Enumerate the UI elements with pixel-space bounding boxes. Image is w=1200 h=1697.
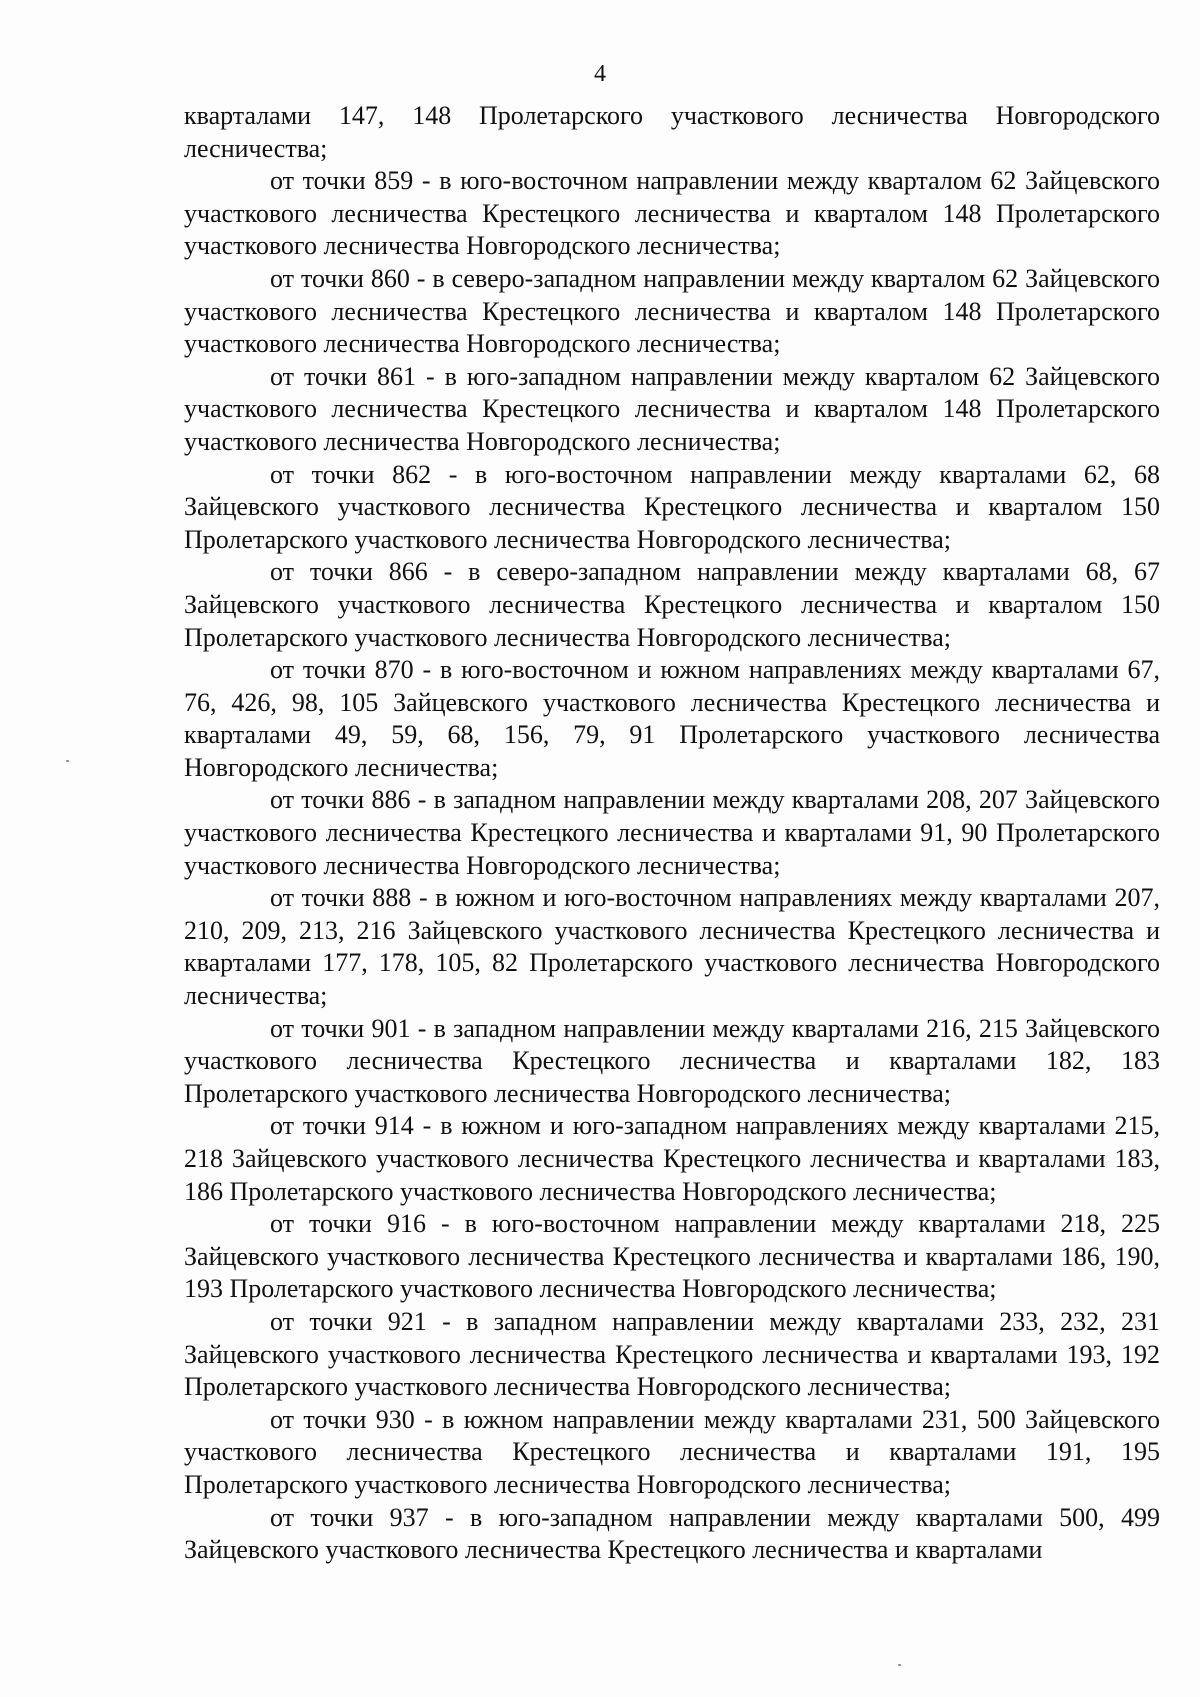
paragraph: от точки 859 - в юго-восточном направлении между кварталом 62 Зайцевского участкового лесничества Крестецкого лесничества и кварталом 148 Пролетарского участкового лесничества Новгородского лесничества;	[184, 166, 1160, 261]
paragraph: от точки 930 - в южном направлении между кварталами 231, 500 Зайцевского участкового лесничества Крестецкого лесничества и кварталами 191, 195 Пролетарского участкового лесничества Новгородского лесничества;	[184, 1404, 1160, 1499]
paragraph: от точки 860 - в северо-западном направлении между кварталом 62 Зайцевского участкового лесничества Крестецкого лесничества и кварталом 148 Пролетарского участкового лесничества Новгородского лесничества;	[184, 263, 1160, 359]
paragraph: от точки 886 - в западном направлении между кварталами 208, 207 Зайцевского участкового лесничества Крестецкого лесничества и кварталами 91, 90 Пролетарского участкового лесничества Новгородского лесничества;	[184, 785, 1160, 880]
paragraph: от точки 901 - в западном направлении между кварталами 216, 215 Зайцевского участкового лесничества Крестецкого лесничества и кварталами 182, 183 Пролетарского участкового лесничества Новгородского лесничества;	[184, 1013, 1160, 1108]
paragraph: от точки 921 - в западном направлении между кварталами 233, 232, 231 Зайцевского участкового лесничества Крестецкого лесничества и кварталами 193, 192 Пролетарского участкового лесничества Новгородского лесничества;	[184, 1306, 1160, 1402]
paragraph: от точки 914 - в южном и юго-западном направлениях между кварталами 215, 218 Зайцевского участкового лесничества Крестецкого лесничества и кварталами 183, 186 Пролетарского участкового лесничества Новгородского лесничества;	[184, 1111, 1160, 1206]
document-body	[184, 100, 1160, 1567]
paragraph: от точки 888 - в южном и юго-восточном направлениях между кварталами 207, 210, 209, 213, 216 Зайцевского участкового лесничества Крестецкого лесничества и кварталами 177, 178, 105, 82 Пролетарского участкового лесничества Новгородского лесничества;	[184, 883, 1160, 1011]
scan-speck	[66, 760, 69, 762]
page-number: 4	[594, 61, 606, 87]
scan-speck	[898, 1664, 901, 1666]
paragraph: от точки 937 - в юго-западном направлении между кварталами 500, 499 Зайцевского участкового лесничества Крестецкого лесничества и кварталами	[184, 1502, 1160, 1565]
paragraph: от точки 916 - в юго-восточном направлении между кварталами 218, 225 Зайцевского участкового лесничества Крестецкого лесничества и кварталами 186, 190, 193 Пролетарского участкового лесничества Новгородского лесничества;	[184, 1209, 1160, 1304]
paragraph: от точки 861 - в юго-западном направлении между кварталом 62 Зайцевского участкового лесничества Крестецкого лесничества и кварталом 148 Пролетарского участкового лесничества Новгородского лесничества;	[184, 361, 1160, 456]
paragraph: от точки 866 - в северо-западном направлении между кварталами 68, 67 Зайцевского участкового лесничества Крестецкого лесничества и кварталом 150 Пролетарского участкового лесничества Новгородского лесничества;	[184, 557, 1160, 652]
paragraph: кварталами 147, 148 Пролетарского участкового лесничества Новгородского лесничества;	[184, 101, 1160, 163]
paragraph: от точки 870 - в юго-восточном и южном направлениях между кварталами 67, 76, 426, 98, 105 Зайцевского участкового лесничества Крестецкого лесничества и кварталами 49, 59, 68, 156, 79, 91 Пролетарского участкового лесничества Новгородского лесничества;	[184, 655, 1160, 782]
paragraph: от точки 862 - в юго-восточном направлении между кварталами 62, 68 Зайцевского участкового лесничества Крестецкого лесничества и кварталом 150 Пролетарского участкового лесничества Новгородского лесничества;	[184, 459, 1160, 554]
